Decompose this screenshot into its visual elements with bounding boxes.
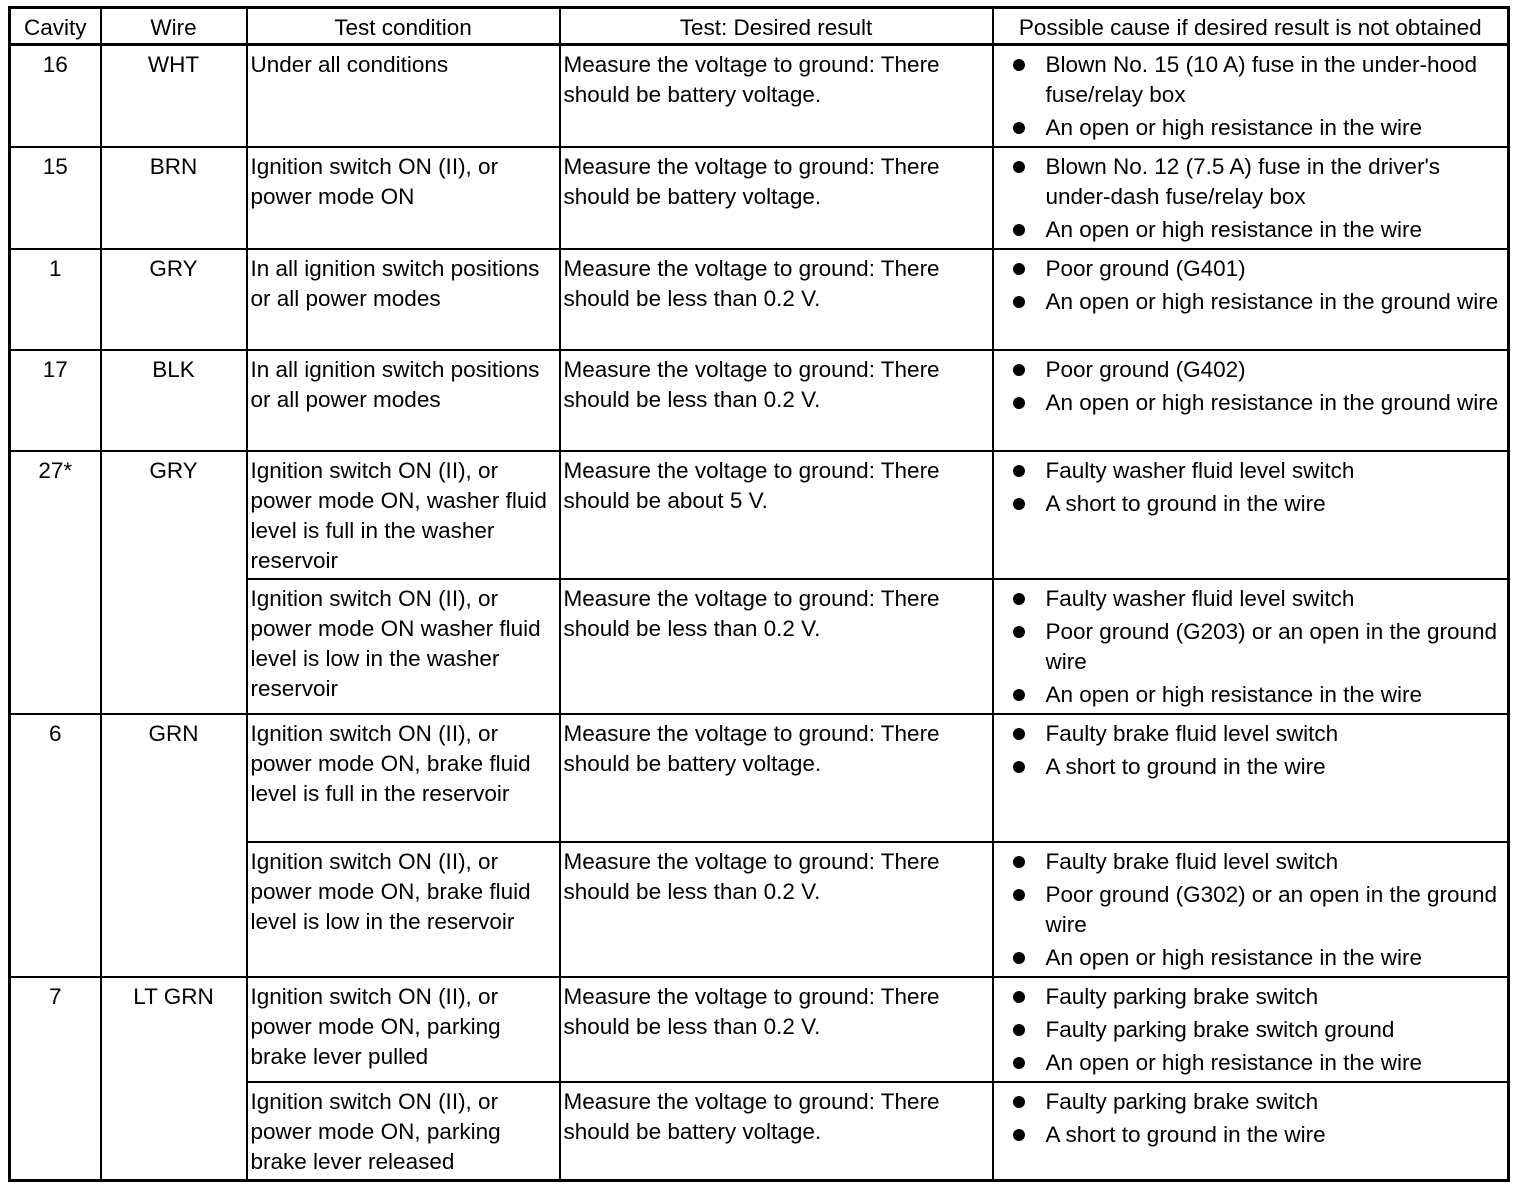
table-row	[10, 977, 1509, 1082]
result-cell: Measure the voltage to ground: There should be battery voltage.	[560, 1082, 993, 1181]
cause-list	[997, 456, 1505, 519]
result-cell: Measure the voltage to ground: There should be less than 0.2 V.	[560, 842, 993, 977]
cause-cell	[993, 451, 1509, 579]
cause-item: Poor ground (G401)	[1046, 254, 1505, 284]
header-test-condition: Test condition	[247, 8, 560, 45]
header-row	[10, 8, 1509, 45]
wire-cell: GRY	[101, 451, 247, 714]
cavity-cell: 27*	[10, 451, 101, 714]
condition-cell: Ignition switch ON (II), or power mode ON washer fluid level is low in the washer reservoir	[247, 579, 560, 714]
cause-list	[997, 254, 1505, 317]
cause-list	[997, 50, 1505, 143]
cause-cell	[993, 147, 1509, 249]
cause-item: An open or high resistance in the ground wire	[1046, 287, 1505, 317]
cause-item: Poor ground (G203) or an open in the ground wire	[1046, 617, 1505, 677]
cause-item: A short to ground in the wire	[1046, 1120, 1505, 1150]
header-desired-result: Test: Desired result	[560, 8, 993, 45]
cause-cell	[993, 842, 1509, 977]
cavity-cell: 1	[10, 249, 101, 350]
wire-cell: GRN	[101, 714, 247, 977]
cause-item: An open or high resistance in the wire	[1046, 113, 1505, 143]
cavity-cell: 7	[10, 977, 101, 1181]
connector-test-table	[8, 6, 1510, 1182]
table-row	[10, 45, 1509, 148]
cause-item: A short to ground in the wire	[1046, 489, 1505, 519]
cause-list	[997, 355, 1505, 418]
cavity-cell: 6	[10, 714, 101, 977]
condition-cell: Ignition switch ON (II), or power mode ON, brake fluid level is full in the reservoir	[247, 714, 560, 842]
condition-cell: Ignition switch ON (II), or power mode ON, parking brake lever pulled	[247, 977, 560, 1082]
cause-cell	[993, 249, 1509, 350]
cause-list	[997, 982, 1505, 1078]
table-row	[10, 350, 1509, 451]
condition-cell: In all ignition switch positions or all power modes	[247, 350, 560, 451]
condition-cell: Under all conditions	[247, 45, 560, 148]
header-cavity: Cavity	[10, 8, 101, 45]
cause-cell	[993, 350, 1509, 451]
table-row	[10, 451, 1509, 579]
cause-list	[997, 847, 1505, 973]
cavity-cell: 16	[10, 45, 101, 148]
result-cell: Measure the voltage to ground: There should be less than 0.2 V.	[560, 350, 993, 451]
cause-item: Poor ground (G402)	[1046, 355, 1505, 385]
cause-item: Faulty washer fluid level switch	[1046, 456, 1505, 486]
cause-item: An open or high resistance in the wire	[1046, 680, 1505, 710]
cause-item: Faulty brake fluid level switch	[1046, 847, 1505, 877]
wire-cell: WHT	[101, 45, 247, 148]
result-cell: Measure the voltage to ground: There should be battery voltage.	[560, 714, 993, 842]
table-row	[10, 249, 1509, 350]
cause-cell	[993, 977, 1509, 1082]
cause-list	[997, 1087, 1505, 1150]
cavity-cell: 17	[10, 350, 101, 451]
cause-item: An open or high resistance in the wire	[1046, 943, 1505, 973]
wire-cell: GRY	[101, 249, 247, 350]
wire-cell: BRN	[101, 147, 247, 249]
condition-cell: Ignition switch ON (II), or power mode ON, brake fluid level is low in the reservoir	[247, 842, 560, 977]
result-cell: Measure the voltage to ground: There should be about 5 V.	[560, 451, 993, 579]
cause-item: Poor ground (G302) or an open in the ground wire	[1046, 880, 1505, 940]
wire-cell: LT GRN	[101, 977, 247, 1181]
cause-item: Faulty parking brake switch	[1046, 982, 1505, 1012]
cause-item: An open or high resistance in the wire	[1046, 1048, 1505, 1078]
result-cell: Measure the voltage to ground: There should be battery voltage.	[560, 45, 993, 148]
cause-item: Faulty washer fluid level switch	[1046, 584, 1505, 614]
cause-cell	[993, 45, 1509, 148]
cause-item: Faulty parking brake switch ground	[1046, 1015, 1505, 1045]
cause-cell	[993, 579, 1509, 714]
cavity-cell: 15	[10, 147, 101, 249]
wire-cell: BLK	[101, 350, 247, 451]
cause-list	[997, 152, 1505, 245]
header-wire: Wire	[101, 8, 247, 45]
cause-item: Blown No. 15 (10 A) fuse in the under-hood fuse/relay box	[1046, 50, 1505, 110]
result-cell: Measure the voltage to ground: There should be less than 0.2 V.	[560, 249, 993, 350]
cause-list	[997, 584, 1505, 710]
cause-item: An open or high resistance in the wire	[1046, 215, 1505, 245]
cause-item: A short to ground in the wire	[1046, 752, 1505, 782]
result-cell: Measure the voltage to ground: There should be less than 0.2 V.	[560, 579, 993, 714]
result-cell: Measure the voltage to ground: There should be less than 0.2 V.	[560, 977, 993, 1082]
cause-item: An open or high resistance in the ground wire	[1046, 388, 1505, 418]
cause-item: Faulty parking brake switch	[1046, 1087, 1505, 1117]
condition-cell: Ignition switch ON (II), or power mode ON, parking brake lever released	[247, 1082, 560, 1181]
cause-item: Blown No. 12 (7.5 A) fuse in the driver's under-dash fuse/relay box	[1046, 152, 1505, 212]
cause-list	[997, 719, 1505, 782]
condition-cell: Ignition switch ON (II), or power mode ON, washer fluid level is full in the washer reservoir	[247, 451, 560, 579]
table-row	[10, 714, 1509, 842]
condition-cell: Ignition switch ON (II), or power mode ON	[247, 147, 560, 249]
cause-item: Faulty brake fluid level switch	[1046, 719, 1505, 749]
cause-cell	[993, 1082, 1509, 1181]
header-possible-cause: Possible cause if desired result is not obtained	[993, 8, 1509, 45]
table-row	[10, 147, 1509, 249]
result-cell: Measure the voltage to ground: There should be battery voltage.	[560, 147, 993, 249]
condition-cell: In all ignition switch positions or all power modes	[247, 249, 560, 350]
cause-cell	[993, 714, 1509, 842]
